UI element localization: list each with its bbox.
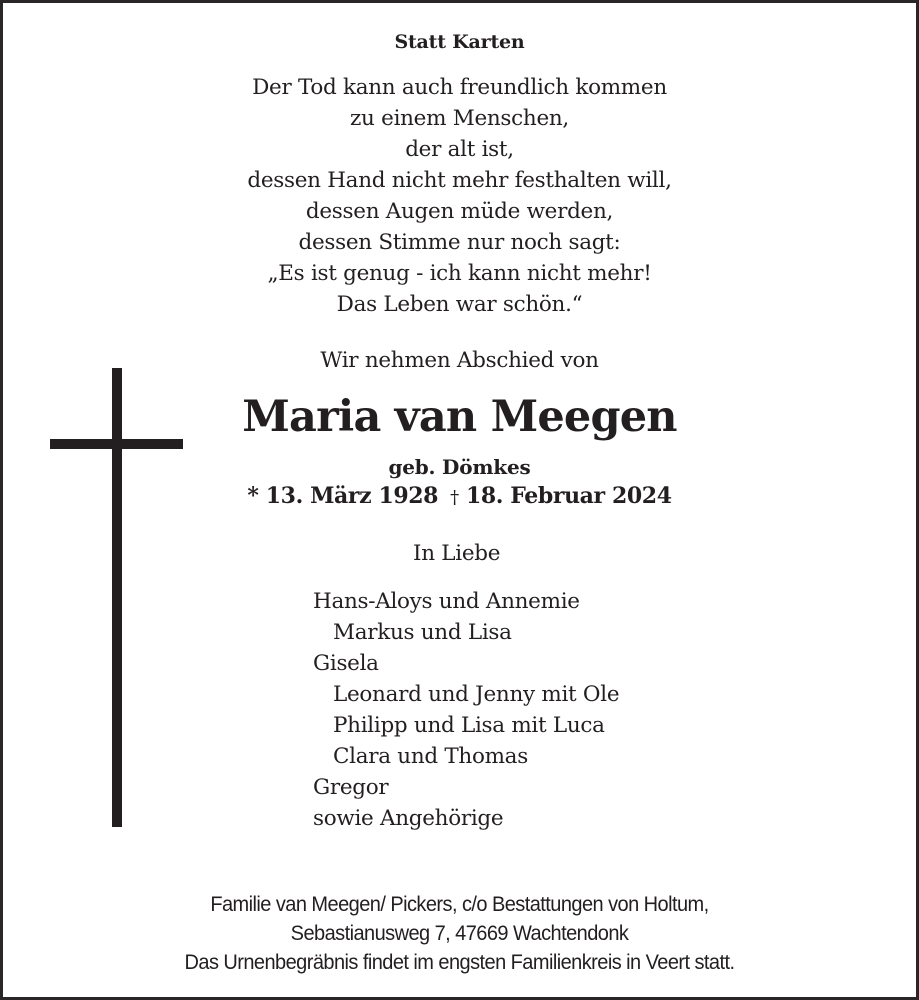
poem-line: der alt ist, bbox=[405, 137, 514, 162]
mourner-item: Philipp und Lisa mit Luca bbox=[333, 713, 605, 738]
mourner-item: Gisela bbox=[313, 651, 379, 676]
mourners-list bbox=[313, 586, 619, 834]
poem bbox=[0, 72, 919, 320]
footer-line: Sebastianusweg 7, 47669 Wachtendonk bbox=[290, 921, 629, 945]
mourner-item: sowie Angehörige bbox=[313, 806, 504, 831]
death-date: 18. Februar 2024 bbox=[465, 483, 672, 509]
poem-line: dessen Augen müde werden, bbox=[305, 199, 614, 224]
footer-line: Das Urnenbegräbnis findet im engsten Familienkreis in Veert statt. bbox=[184, 950, 735, 974]
poem-line: zu einem Menschen, bbox=[350, 106, 569, 131]
cross-vertical-beam bbox=[112, 368, 122, 827]
heading-statt-karten: Statt Karten bbox=[394, 31, 525, 53]
mourner-item: Leonard und Jenny mit Ole bbox=[333, 682, 620, 707]
poem-line: Der Tod kann auch freundlich kommen bbox=[252, 75, 667, 100]
birth-date: * 13. März 1928 bbox=[247, 483, 439, 509]
mourner-item: Markus und Lisa bbox=[333, 620, 512, 645]
in-love-line: In Liebe bbox=[413, 541, 501, 566]
cross-horizontal-beam bbox=[50, 439, 183, 449]
maiden-name: geb. Dömkes bbox=[388, 455, 531, 479]
mourner-item: Hans-Aloys und Annemie bbox=[313, 589, 580, 614]
dagger-icon: † bbox=[450, 487, 459, 508]
poem-line: Das Leben war schön.“ bbox=[336, 292, 583, 317]
footer-line: Familie van Meegen/ Pickers, c/o Bestattungen von Holtum, bbox=[210, 892, 709, 916]
poem-line: dessen Hand nicht mehr festhalten will, bbox=[247, 168, 672, 193]
poem-line: dessen Stimme nur noch sagt: bbox=[298, 230, 621, 255]
life-dates bbox=[0, 483, 919, 509]
deceased-name: Maria van Meegen bbox=[242, 392, 677, 442]
mourner-item: Clara und Thomas bbox=[333, 744, 528, 769]
footer-address bbox=[32, 890, 887, 977]
farewell-line: Wir nehmen Abschied von bbox=[320, 348, 599, 373]
poem-line: „Es ist genug - ich kann nicht mehr! bbox=[267, 261, 652, 286]
mourner-item: Gregor bbox=[313, 775, 389, 800]
